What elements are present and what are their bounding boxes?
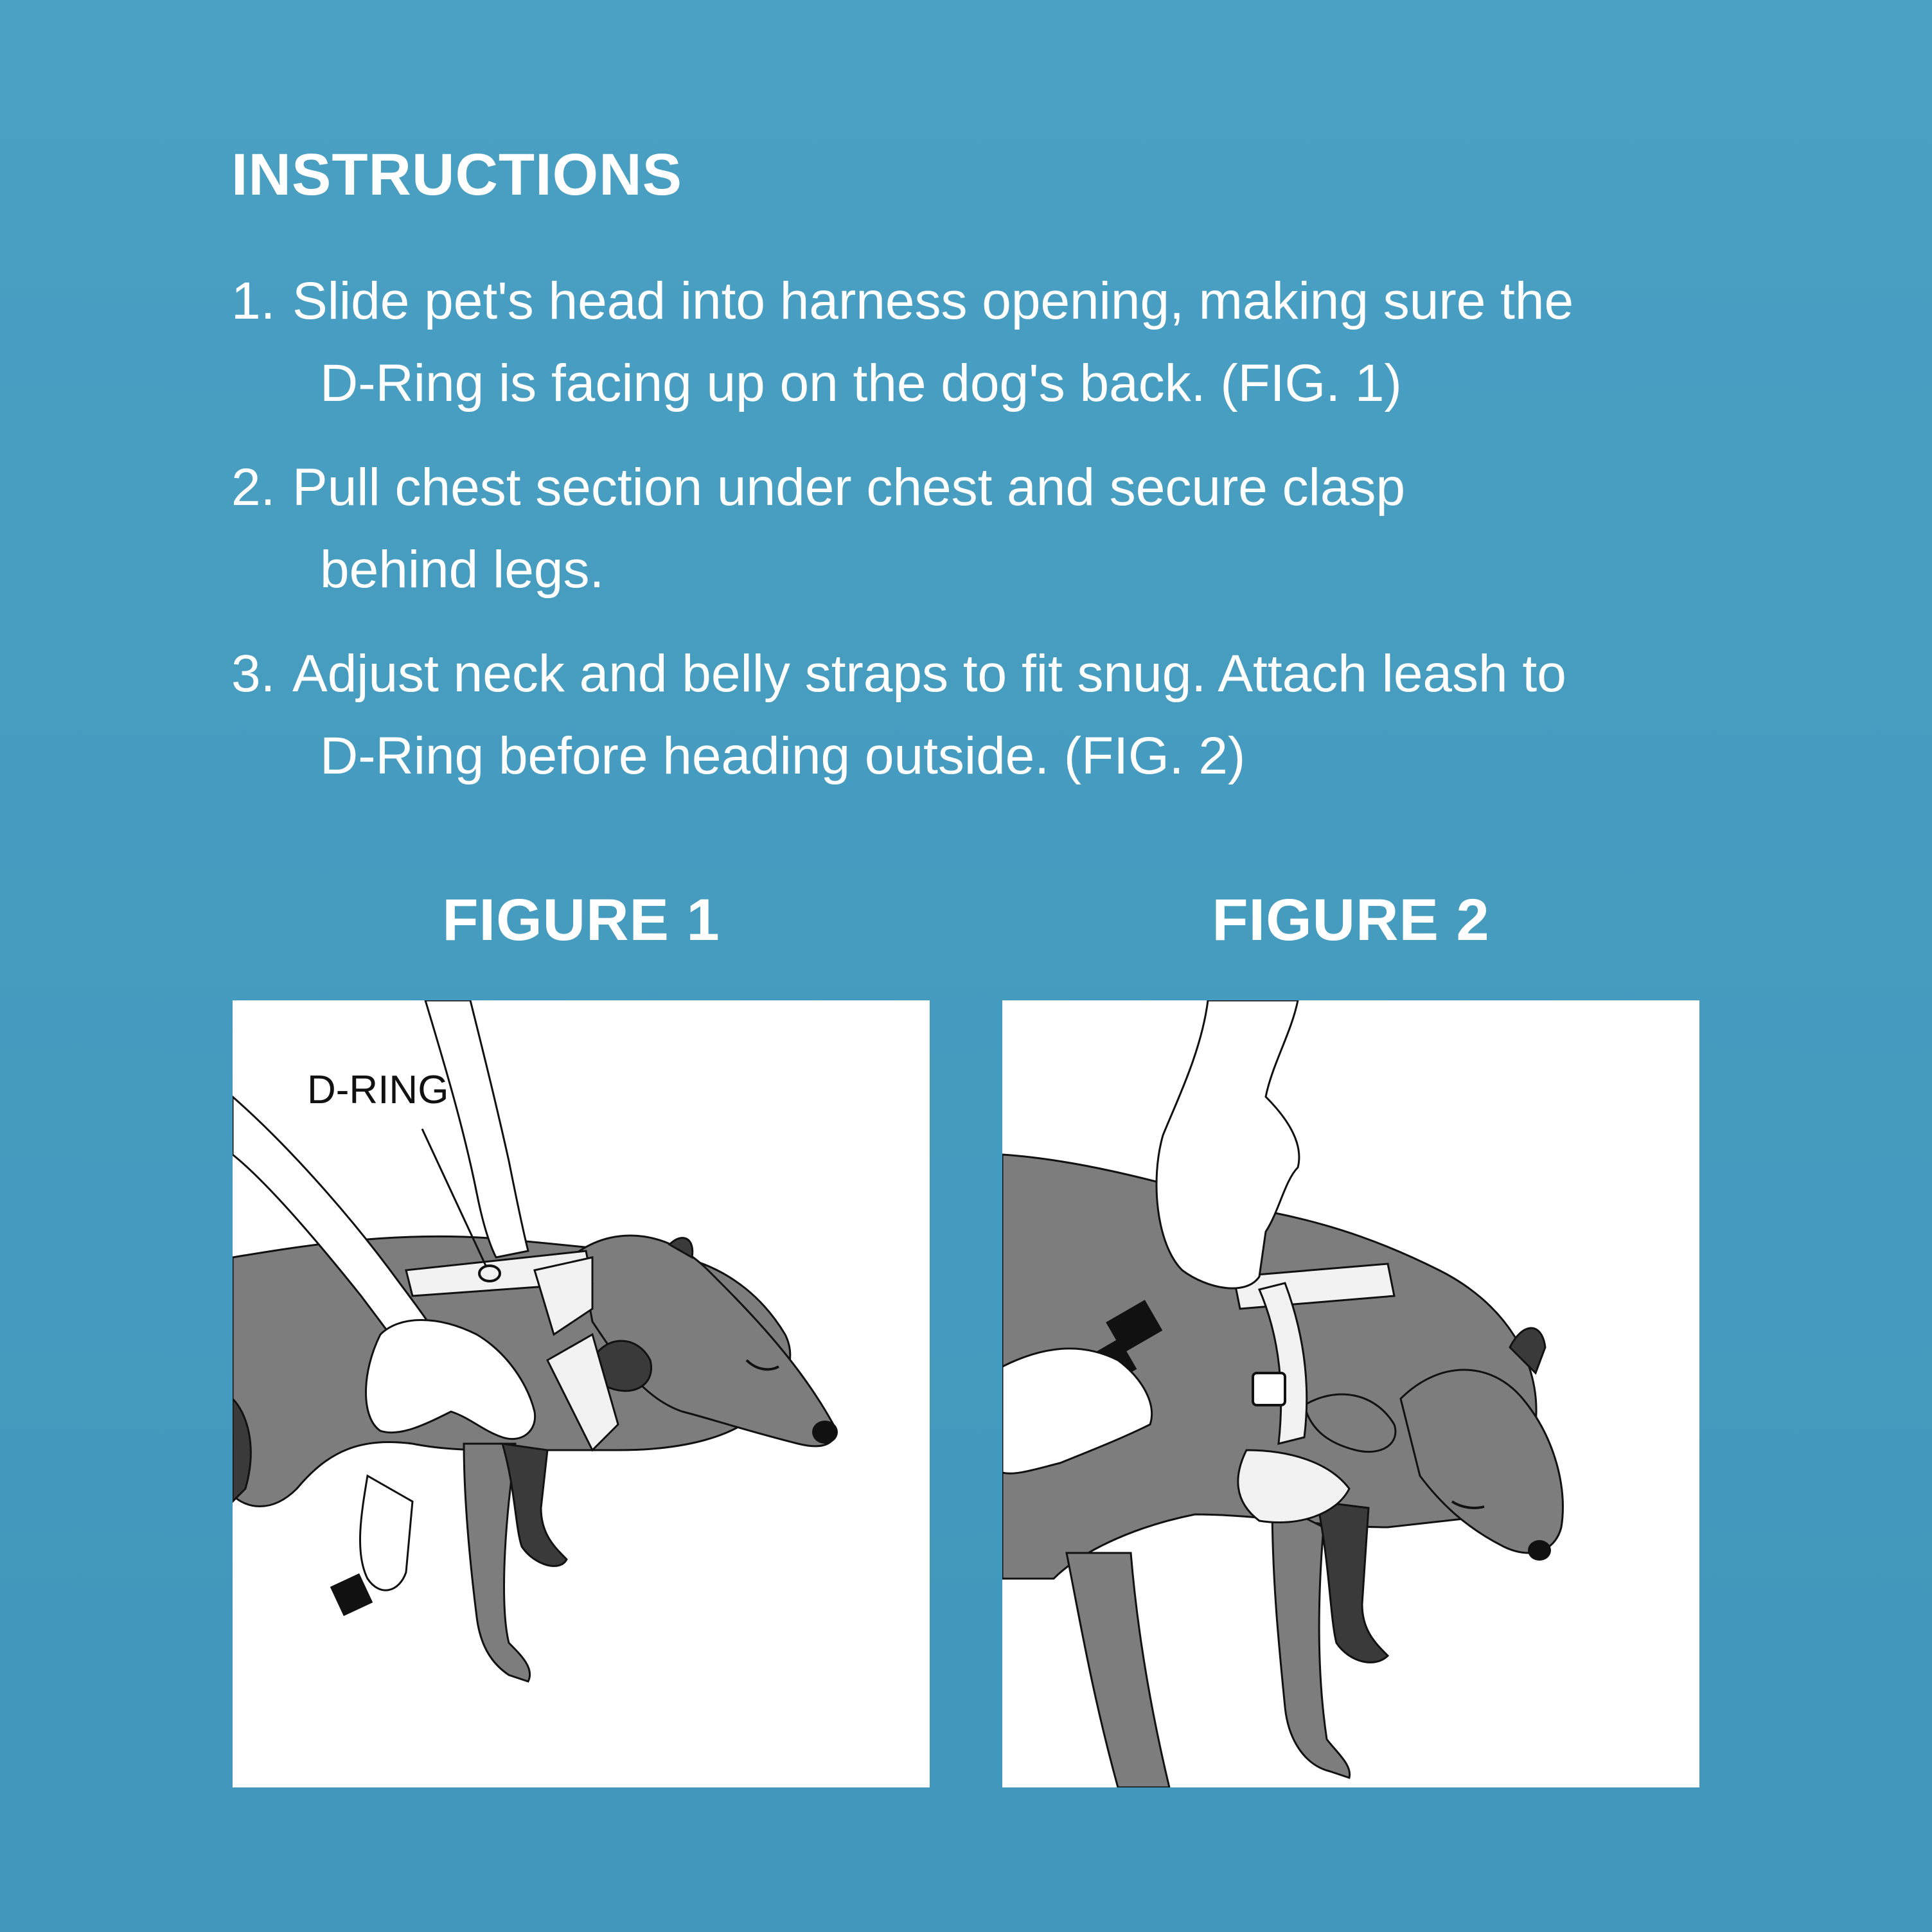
instructions-heading: INSTRUCTIONS [231,142,682,208]
step-text-line-2: behind legs. [320,540,605,599]
step-text-line-2: D-Ring before heading outside. (FIG. 2) [320,727,1246,785]
figure-2-panel [1002,1000,1699,1787]
step-number: 3. [231,644,276,703]
dog-nose [812,1421,838,1444]
figure-1-title: FIGURE 1 [442,887,720,953]
step-text-line-1: Slide pet's head into harness opening, making sure the [292,272,1574,330]
loose-strap [360,1476,412,1590]
harness-slider [1253,1373,1285,1405]
step-number: 2. [231,458,276,517]
dog-nose [1528,1540,1551,1561]
figure-2-illustration [1002,1000,1699,1787]
dog-hind-leg [1067,1553,1169,1787]
step-text-line-1: Pull chest section under chest and secure clasp [292,458,1406,517]
figure-1-panel [233,1000,930,1787]
instruction-step-2 [231,447,1709,611]
step-text-line-1: Adjust neck and belly straps to fit snug. Attach leash to [292,644,1566,703]
dog-head [1401,1370,1563,1553]
buckle [330,1573,373,1616]
instruction-step-1 [231,260,1709,425]
dog-back-leg [502,1444,567,1566]
step-number: 1. [231,272,276,330]
instruction-step-3 [231,633,1709,797]
figure-2-title: FIGURE 2 [1212,887,1490,953]
human-arm-right [425,1000,528,1257]
d-ring-label: D-RING [307,1068,449,1112]
step-text-line-2: D-Ring is facing up on the dog's back. (FIG. 1) [320,354,1402,412]
figure-1-illustration [233,1000,930,1787]
